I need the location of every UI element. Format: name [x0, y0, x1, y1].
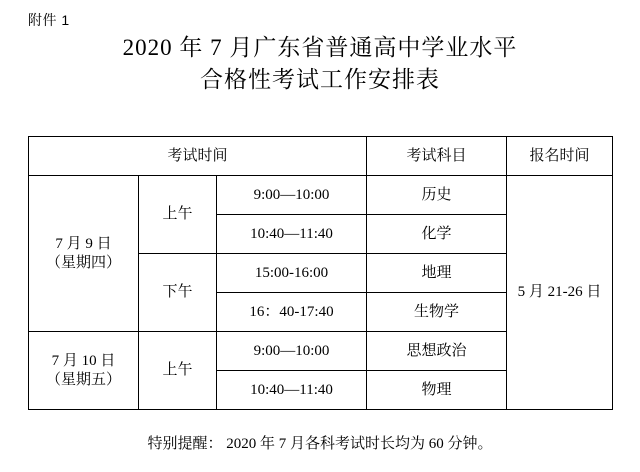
day-cell-1 [29, 176, 139, 332]
exam-time-cell: 9:00—10:00 [217, 332, 367, 371]
page-title-line-1: 2020 年 7 月广东省普通高中学业水平 [122, 35, 518, 60]
exam-subject-cell: 化学 [367, 215, 507, 254]
day-date-line-2: （星期四） [45, 254, 121, 271]
table-row [29, 176, 613, 215]
exam-subject-cell: 生物学 [367, 293, 507, 332]
exam-schedule-table [28, 136, 613, 410]
exam-subject-cell: 历史 [367, 176, 507, 215]
day-date-line-2: （星期五） [45, 371, 121, 388]
day-date-line-1: 7 月 9 日 [55, 235, 112, 252]
table-header-row [29, 137, 613, 176]
exam-time-cell: 9:00—10:00 [217, 176, 367, 215]
header-registration-time: 报名时间 [507, 137, 613, 176]
exam-time-cell: 10:40—11:40 [217, 371, 367, 410]
header-exam-time: 考试时间 [29, 137, 367, 176]
exam-time-cell: 15:00-16:00 [217, 254, 367, 293]
exam-subject-cell: 思想政治 [367, 332, 507, 371]
footer-note: 特别提醒： 2020 年 7 月各科考试时长均为 60 分钟。 [147, 436, 493, 452]
day-date-line-1: 7 月 10 日 [51, 352, 116, 369]
page-title [0, 32, 640, 96]
attachment-label: 附件 1 [28, 12, 70, 28]
exam-time-cell: 16：40-17:40 [217, 293, 367, 332]
page-title-line-2: 合格性考试工作安排表 [200, 67, 440, 92]
exam-subject-cell: 物理 [367, 371, 507, 410]
session-half-afternoon-day1: 下午 [139, 254, 217, 332]
header-exam-subject: 考试科目 [367, 137, 507, 176]
exam-time-cell: 10:40—11:40 [217, 215, 367, 254]
registration-time-cell: 5 月 21-26 日 [507, 176, 613, 410]
exam-subject-cell: 地理 [367, 254, 507, 293]
session-half-morning-day1: 上午 [139, 176, 217, 254]
day-cell-2 [29, 332, 139, 410]
session-half-morning-day2: 上午 [139, 332, 217, 410]
